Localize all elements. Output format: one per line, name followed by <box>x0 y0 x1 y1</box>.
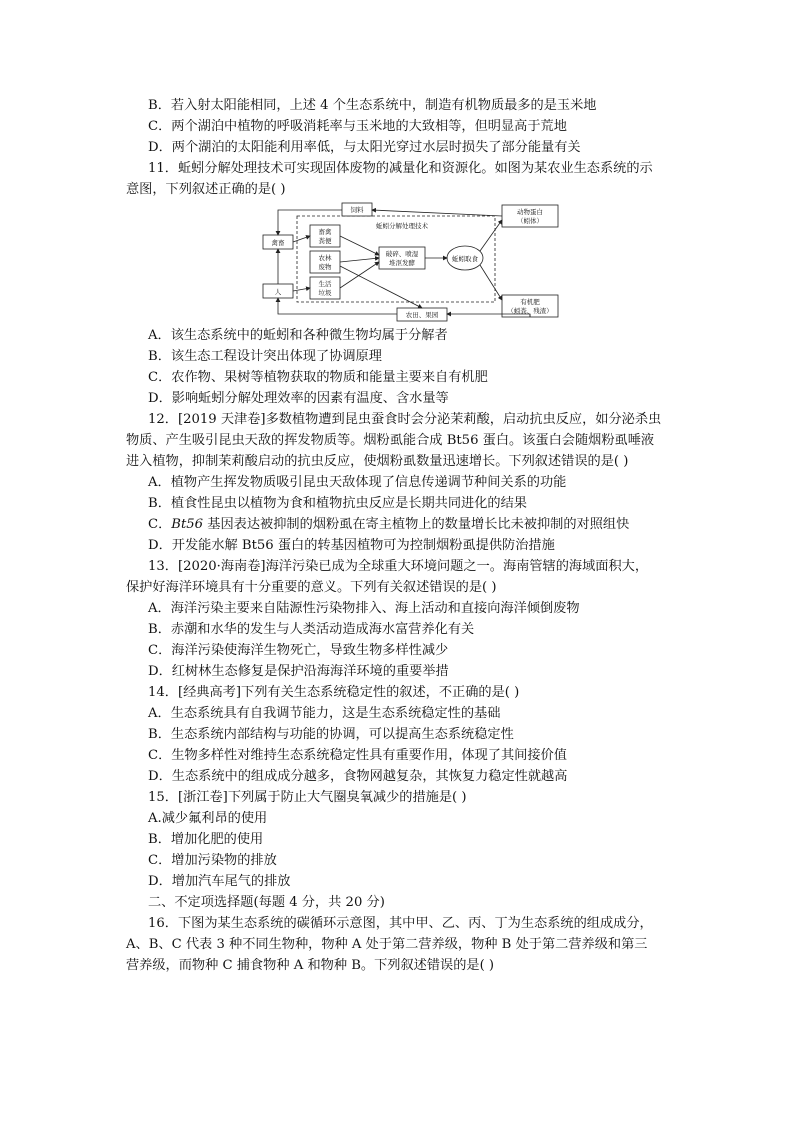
q12-option-c-text: 基因表达被抑制的烟粉虱在寄主植物上的数量增长比未被抑制的对照组快 <box>203 517 630 532</box>
q12-stem-line1: 12．[2019 天津卷]多数植物遭到昆虫蚕食时会分泌茉莉酸，启动抗虫反应，如分泌杀虫 <box>148 412 662 427</box>
q15-option-a: A.减少氟利昂的使用 <box>148 811 268 826</box>
ecosystem-diagram-svg <box>262 200 562 325</box>
livestock-label: 禽畜 <box>271 239 285 247</box>
q13-option-d: D．红树林生态修复是保护沿海海洋环境的重要举措 <box>148 664 449 679</box>
q11-option-d: D．影响蚯蚓分解处理效率的因素有温度、含水量等 <box>148 391 449 406</box>
fertilizer-label-1: 有机肥 <box>520 298 540 306</box>
q11-stem-line1: 11．蚯蚓分解处理技术可实现固体废物的减量化和资源化。如图为某农业生态系统的示 <box>148 161 653 176</box>
ecosystem-diagram <box>262 200 562 325</box>
manure-label-2: 粪便 <box>318 237 332 245</box>
q12-option-a: A．植物产生挥发物质吸引昆虫天敌体现了信息传递调节种间关系的功能 <box>148 475 567 490</box>
garbage-label-1: 生活 <box>318 280 332 288</box>
process-label-1: 破碎、喷湿 <box>385 250 419 258</box>
protein-label-1: 动物蛋白 <box>517 208 543 216</box>
protein-label-2: （蚓体） <box>517 217 543 225</box>
q12-option-c <box>148 515 629 535</box>
q12-stem-line2: 物质、产生吸引昆虫天敌的挥发物质等。烟粉虱能合成 Bt56 蛋白。该蛋白会随烟粉虱唾液 <box>126 433 655 448</box>
q11-stem-line2: 意图，下列叙述正确的是( ) <box>126 182 286 197</box>
q14-option-c: C．生物多样性对维持生态系统稳定性具有重要作用，体现了其间接价值 <box>148 748 567 763</box>
q12-option-b: B．植食性昆虫以植物为食和植物抗虫反应是长期共同进化的结果 <box>148 496 527 511</box>
q13-option-c: C．海洋污染使海洋生物死亡，导致生物多样性减少 <box>148 643 449 658</box>
worm-label: 蚯蚓取食 <box>452 255 478 263</box>
q14-option-b: B．生态系统内部结构与功能的协调，可以提高生态系统稳定性 <box>148 727 514 742</box>
q16-stem-line2: A、B、C 代表 3 种不同生物种，物种 A 处于第二营养级，物种 B 处于第二营养级和第三 <box>126 937 648 952</box>
q16-stem-line1: 16．下图为某生态系统的碳循环示意图，其中甲、乙、丙、丁为生态系统的组成成分， <box>148 916 653 931</box>
manure-label-1: 畜禽 <box>318 228 332 236</box>
q10-option-b: B．若入射太阳能相同，上述 4 个生态系统中，制造有机物质最多的是玉米地 <box>148 98 597 113</box>
process-label-2: 堆沤发酵 <box>389 259 415 267</box>
q15-stem: 15．[浙江卷]下列属于防止大气圈臭氧减少的措施是( ) <box>148 790 467 805</box>
q12-stem-line3: 进入植物，抑制茉莉酸启动的抗虫反应，使烟粉虱数量迅速增长。下列叙述错误的是( ) <box>126 454 629 469</box>
human-label: 人 <box>274 288 282 296</box>
feed-label: 饲料 <box>350 206 364 214</box>
section-heading: 二、不定项选择题(每题 4 分，共 20 分) <box>148 895 385 910</box>
q10-option-c: C．两个湖泊中植物的呼吸消耗率与玉米地的大致相等，但明显高于荒地 <box>148 119 567 134</box>
q13-option-a: A．海洋污染主要来自陆源性污染物排入、海上活动和直接向海洋倾倒废物 <box>148 601 580 616</box>
q14-option-a: A．生态系统具有自我调节能力，这是生态系统稳定性的基础 <box>148 706 501 721</box>
q13-stem-line1: 13．[2020·海南卷]海洋污染已成为全球重大环境问题之一。海南管辖的海域面积大， <box>148 559 649 574</box>
q12-option-c-gene: Bt56 <box>171 517 204 532</box>
q11-option-a: A．该生态系统中的蚯蚓和各种微生物均属于分解者 <box>148 328 448 343</box>
q15-option-d: D．增加汽车尾气的排放 <box>148 874 291 889</box>
q12-option-d: D．开发能水解 Bt56 蛋白的转基因植物可为控制烟粉虱提供防治措施 <box>148 538 555 553</box>
q15-option-b: B．增加化肥的使用 <box>148 832 264 847</box>
q12-option-c-prefix: C． <box>148 517 172 532</box>
q16-stem-line3: 营养级，而物种 C 捕食物种 A 和物种 B。下列叙述错误的是( ) <box>126 958 495 973</box>
q14-option-d: D．生态系统中的组成成分越多，食物网越复杂，其恢复力稳定性就越高 <box>148 769 568 784</box>
agri-label-2: 废物 <box>318 263 332 271</box>
fertilizer-label-2: （蚓粪、残渣） <box>507 307 553 315</box>
tech-label: 蚯蚓分解处理技术 <box>376 222 428 230</box>
q15-option-c: C．增加污染物的排放 <box>148 853 277 868</box>
garbage-label-2: 垃圾 <box>318 289 332 297</box>
q11-option-b: B．该生态工程设计突出体现了协调原理 <box>148 349 382 364</box>
agri-label-1: 农林 <box>318 254 332 262</box>
q13-option-b: B．赤潮和水华的发生与人类活动造成海水富营养化有关 <box>148 622 475 637</box>
q14-stem: 14．[经典高考]下列有关生态系统稳定性的叙述，不正确的是( ) <box>148 685 520 700</box>
q10-option-d: D．两个湖泊的太阳能利用率低，与太阳光穿过水层时损失了部分能量有关 <box>148 140 581 155</box>
field-label: 农田、果园 <box>405 311 439 319</box>
q11-option-c: C．农作物、果树等植物获取的物质和能量主要来自有机肥 <box>148 370 488 385</box>
q13-stem-line2: 保护好海洋环境具有十分重要的意义。下列有关叙述错误的是( ) <box>126 580 497 595</box>
